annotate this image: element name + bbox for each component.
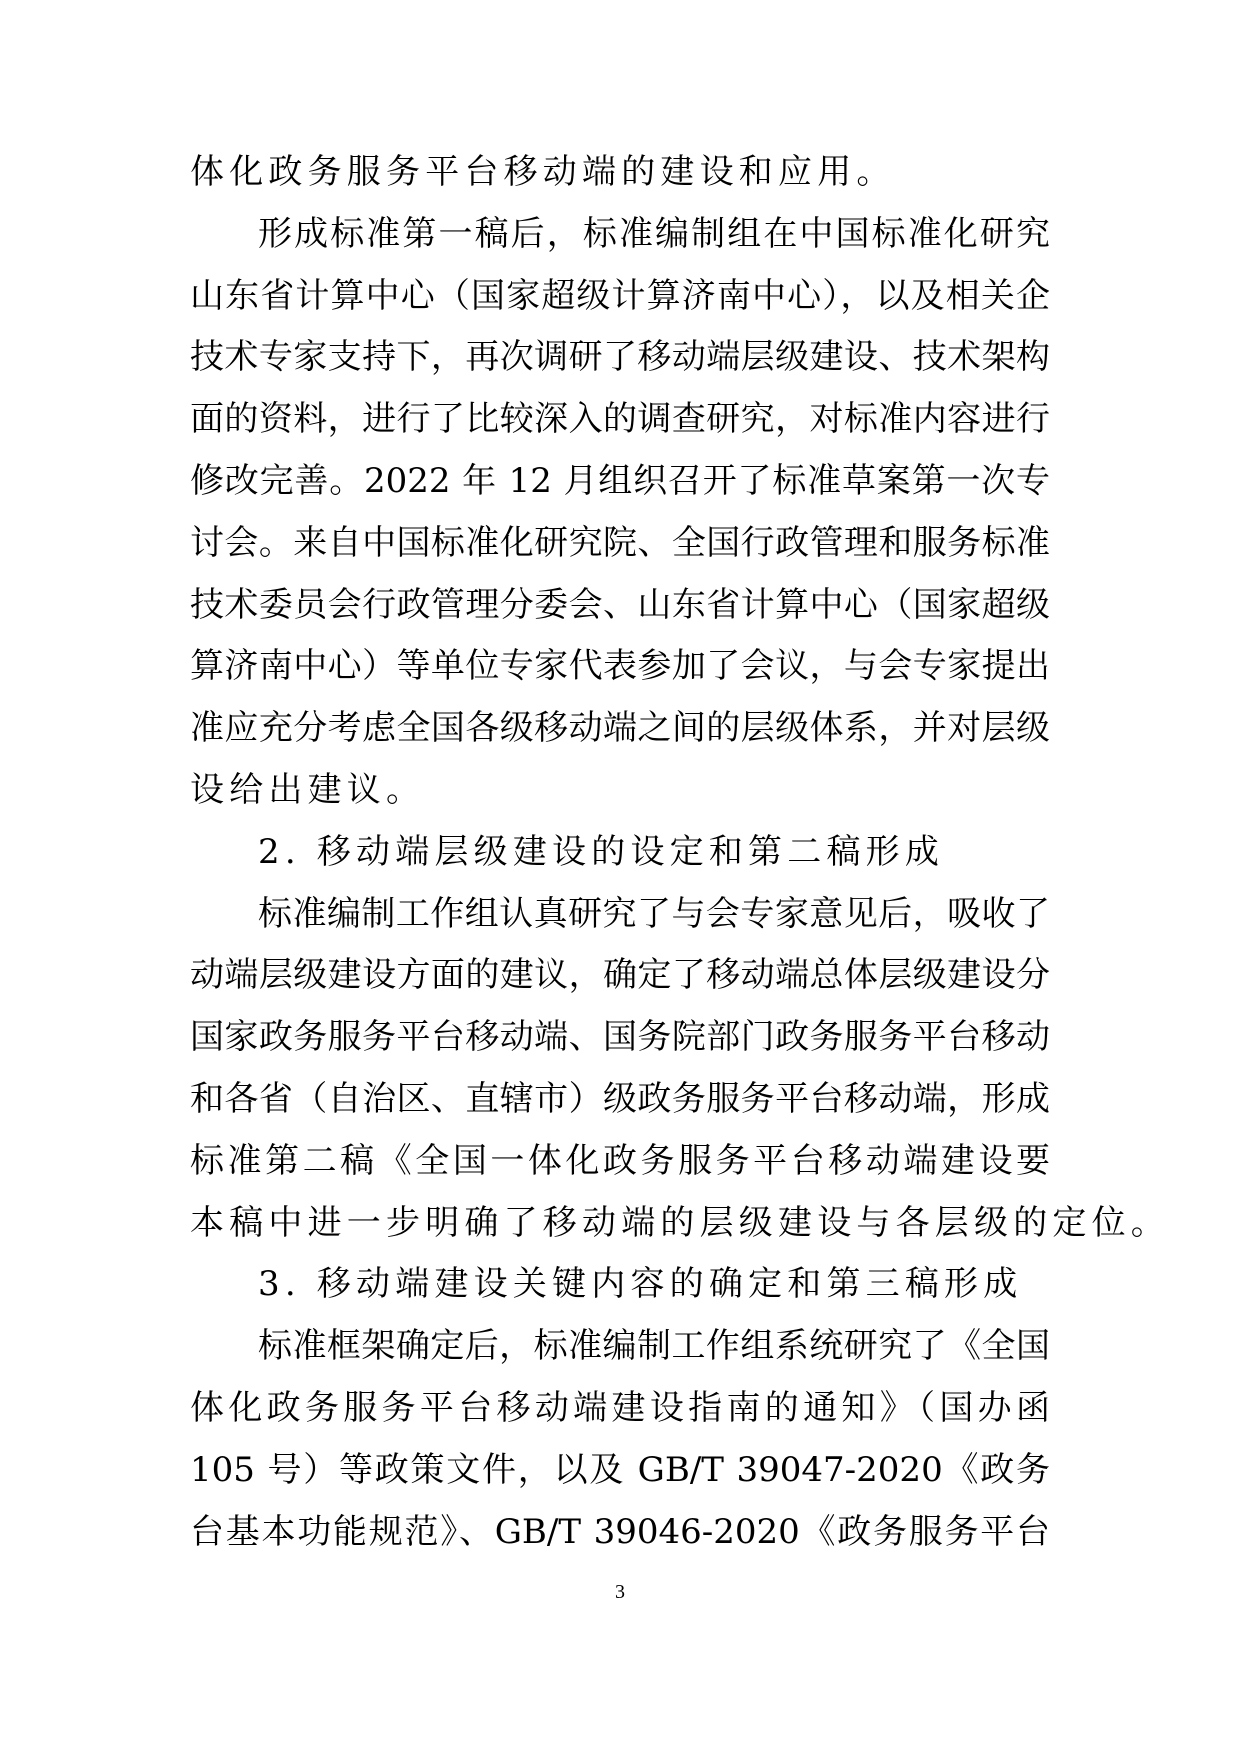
paragraph-line: 标准第二稿《全国一体化政务服务平台移动端建设要 — [190, 1140, 1050, 1181]
paragraph-line: 标准编制工作组认真研究了与会专家意见后，吸收了 — [258, 893, 1050, 934]
paragraph-line: 体化政务服务平台移动端建设指南的通知》（国办函 — [190, 1387, 1050, 1428]
paragraph-line: 国家政务服务平台移动端、国务院部门政务服务平台移动 — [190, 1017, 1050, 1058]
paragraph-line: 105 号）等政策文件，以及 GB/T 39047-2020《政务 — [190, 1449, 1050, 1490]
paragraph-line: 本稿中进一步明确了移动端的层级建设与各层级的定位。 — [190, 1202, 1170, 1243]
paragraph-line: 技术专家支持下，再次调研了移动端层级建设、技术架构 — [190, 337, 1050, 378]
paragraph-line: 修改完善。2022 年 12 月组织召开了标准草案第一次专 — [190, 460, 1050, 501]
paragraph-line: 山东省计算中心（国家超级计算济南中心），以及相关企 — [190, 275, 1050, 316]
paragraph-line: 体化政务服务平台移动端的建设和应用。 — [190, 152, 896, 192]
paragraph-line: 准应充分考虑全国各级移动端之间的层级体系，并对层级 — [190, 708, 1050, 749]
paragraph-line: 和各省（自治区、直辖市）级政务服务平台移动端，形成 — [190, 1078, 1050, 1119]
paragraph-line: 台基本功能规范》、GB/T 39046-2020《政务服务平台 — [190, 1511, 1050, 1552]
paragraph-line: 形成标准第一稿后，标准编制组在中国标准化研究 — [258, 213, 1050, 254]
paragraph-line: 技术委员会行政管理分委会、山东省计算中心（国家超级 — [190, 584, 1050, 625]
paragraph-line: 算济南中心）等单位专家代表参加了会议，与会专家提出 — [190, 646, 1050, 687]
paragraph-line: 标准框架确定后，标准编制工作组系统研究了《全国 — [258, 1326, 1050, 1367]
paragraph-line: 设给出建议。 — [190, 769, 426, 810]
section-heading: 3. 移动端建设关键内容的确定和第三稿形成 — [258, 1264, 1023, 1305]
document-body — [190, 150, 1170, 1571]
paragraph-line: 面的资料，进行了比较深入的调查研究，对标准内容进行 — [190, 399, 1050, 440]
section-heading: 2. 移动端层级建设的设定和第二稿形成 — [258, 831, 945, 872]
paragraph-line: 讨会。来自中国标准化研究院、全国行政管理和服务标准 — [190, 522, 1050, 563]
paragraph-line: 动端层级建设方面的建议，确定了移动端总体层级建设分 — [190, 955, 1050, 996]
page-number: 3 — [615, 1581, 625, 1603]
